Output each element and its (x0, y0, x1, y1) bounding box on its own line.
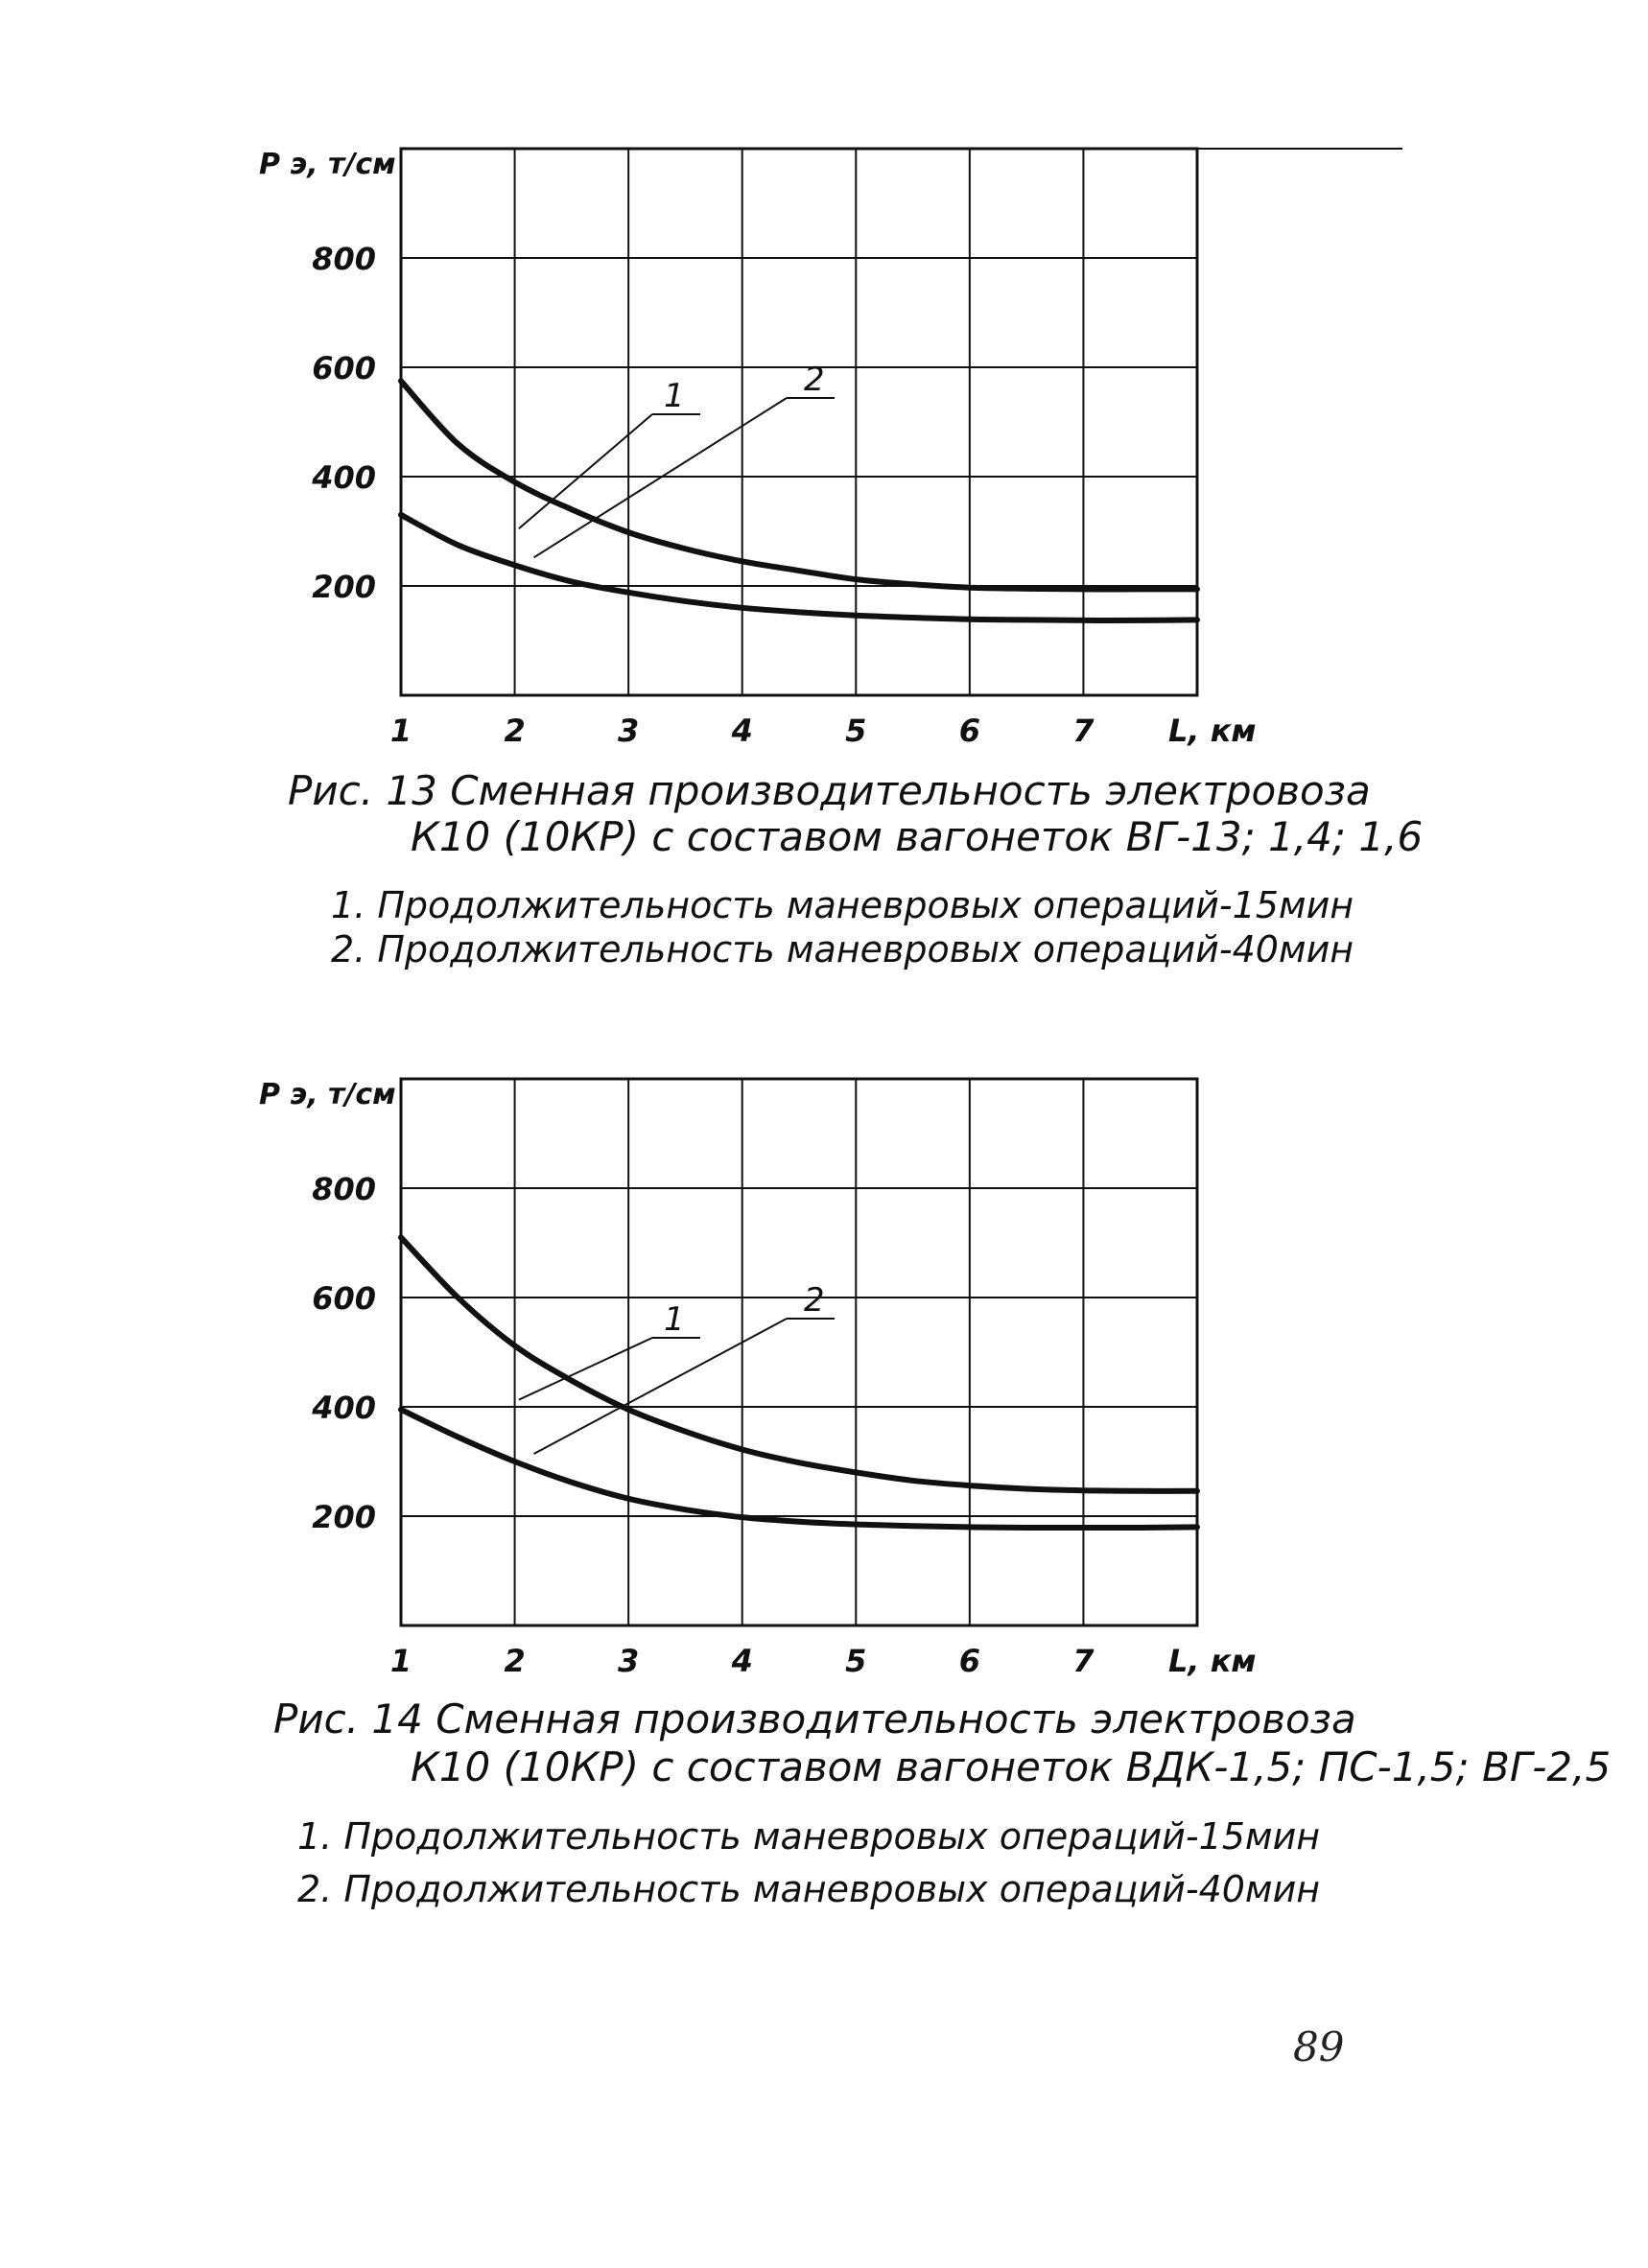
figure-13-caption-line-2: К10 (10КР) с составом вагонеток ВГ-13; 1,4; 1,6 (411, 813, 1424, 860)
x-tick-label: 4 (731, 713, 753, 749)
y-tick-label: 400 (312, 1390, 376, 1426)
figure-13-legend-item-2: 2. Продолжительность маневровых операций-40мин (331, 928, 1354, 970)
figure-14-legend-item-1: 1. Продолжительность маневровых операций-15мин (297, 1815, 1321, 1858)
callout-label-1: 1 (664, 377, 685, 415)
callout-label-2: 2 (804, 361, 825, 399)
figure-13-legend-item-1: 1. Продолжительность маневровых операций-15мин (331, 884, 1354, 926)
callout-leader-2 (534, 1319, 787, 1454)
y-tick-label: 200 (312, 1499, 376, 1535)
figure-14-caption-line-2: К10 (10КР) с составом вагонеток ВДК-1,5; ПС-1,5; ВГ-2,5 (411, 1743, 1612, 1790)
y-tick-label: 400 (312, 459, 376, 496)
y-axis-label: P э, т/см (259, 1078, 396, 1111)
figure-13-caption-line-1: Рис. 13 Сменная производительность электровоза (288, 767, 1371, 814)
x-tick-label: 6 (958, 713, 980, 749)
x-tick-label: 2 (504, 1643, 526, 1679)
series-line-2 (401, 1410, 1197, 1528)
y-tick-label: 600 (312, 350, 376, 386)
callout-label-1: 1 (664, 1300, 685, 1339)
x-tick-label: 7 (1072, 1643, 1095, 1679)
callout-label-2: 2 (804, 1281, 825, 1320)
x-tick-label: 6 (958, 1643, 980, 1679)
x-tick-label: 2 (504, 713, 526, 749)
x-tick-label: 3 (618, 1643, 640, 1679)
x-tick-label: 3 (618, 713, 640, 749)
series-line-2 (401, 515, 1197, 620)
x-tick-label: 4 (731, 1643, 753, 1679)
series-line-1 (401, 1237, 1197, 1491)
page-number: 89 (1293, 2023, 1345, 2070)
y-tick-label: 600 (312, 1280, 376, 1317)
callout-leader-2 (534, 398, 787, 557)
x-axis-label: L, км (1168, 713, 1257, 749)
y-tick-label: 800 (312, 241, 376, 277)
figure-14-legend-item-2: 2. Продолжительность маневровых операций-40мин (297, 1868, 1321, 1910)
y-tick-label: 800 (312, 1171, 376, 1207)
x-tick-label: 5 (845, 1643, 867, 1679)
figure-14-caption-line-1: Рис. 14 Сменная производительность электровоза (273, 1695, 1356, 1742)
x-tick-label: 5 (845, 713, 867, 749)
x-axis-label: L, км (1168, 1643, 1257, 1679)
chart-figure-13 (0, 115, 1648, 767)
callout-leader-1 (519, 414, 652, 528)
series-line-1 (401, 381, 1197, 589)
y-tick-label: 200 (312, 569, 376, 605)
x-tick-label: 7 (1072, 713, 1095, 749)
y-axis-label: P э, т/см (259, 148, 396, 181)
chart-figure-14 (0, 1045, 1648, 1697)
x-tick-label: 1 (389, 713, 412, 749)
x-tick-label: 1 (389, 1643, 412, 1679)
